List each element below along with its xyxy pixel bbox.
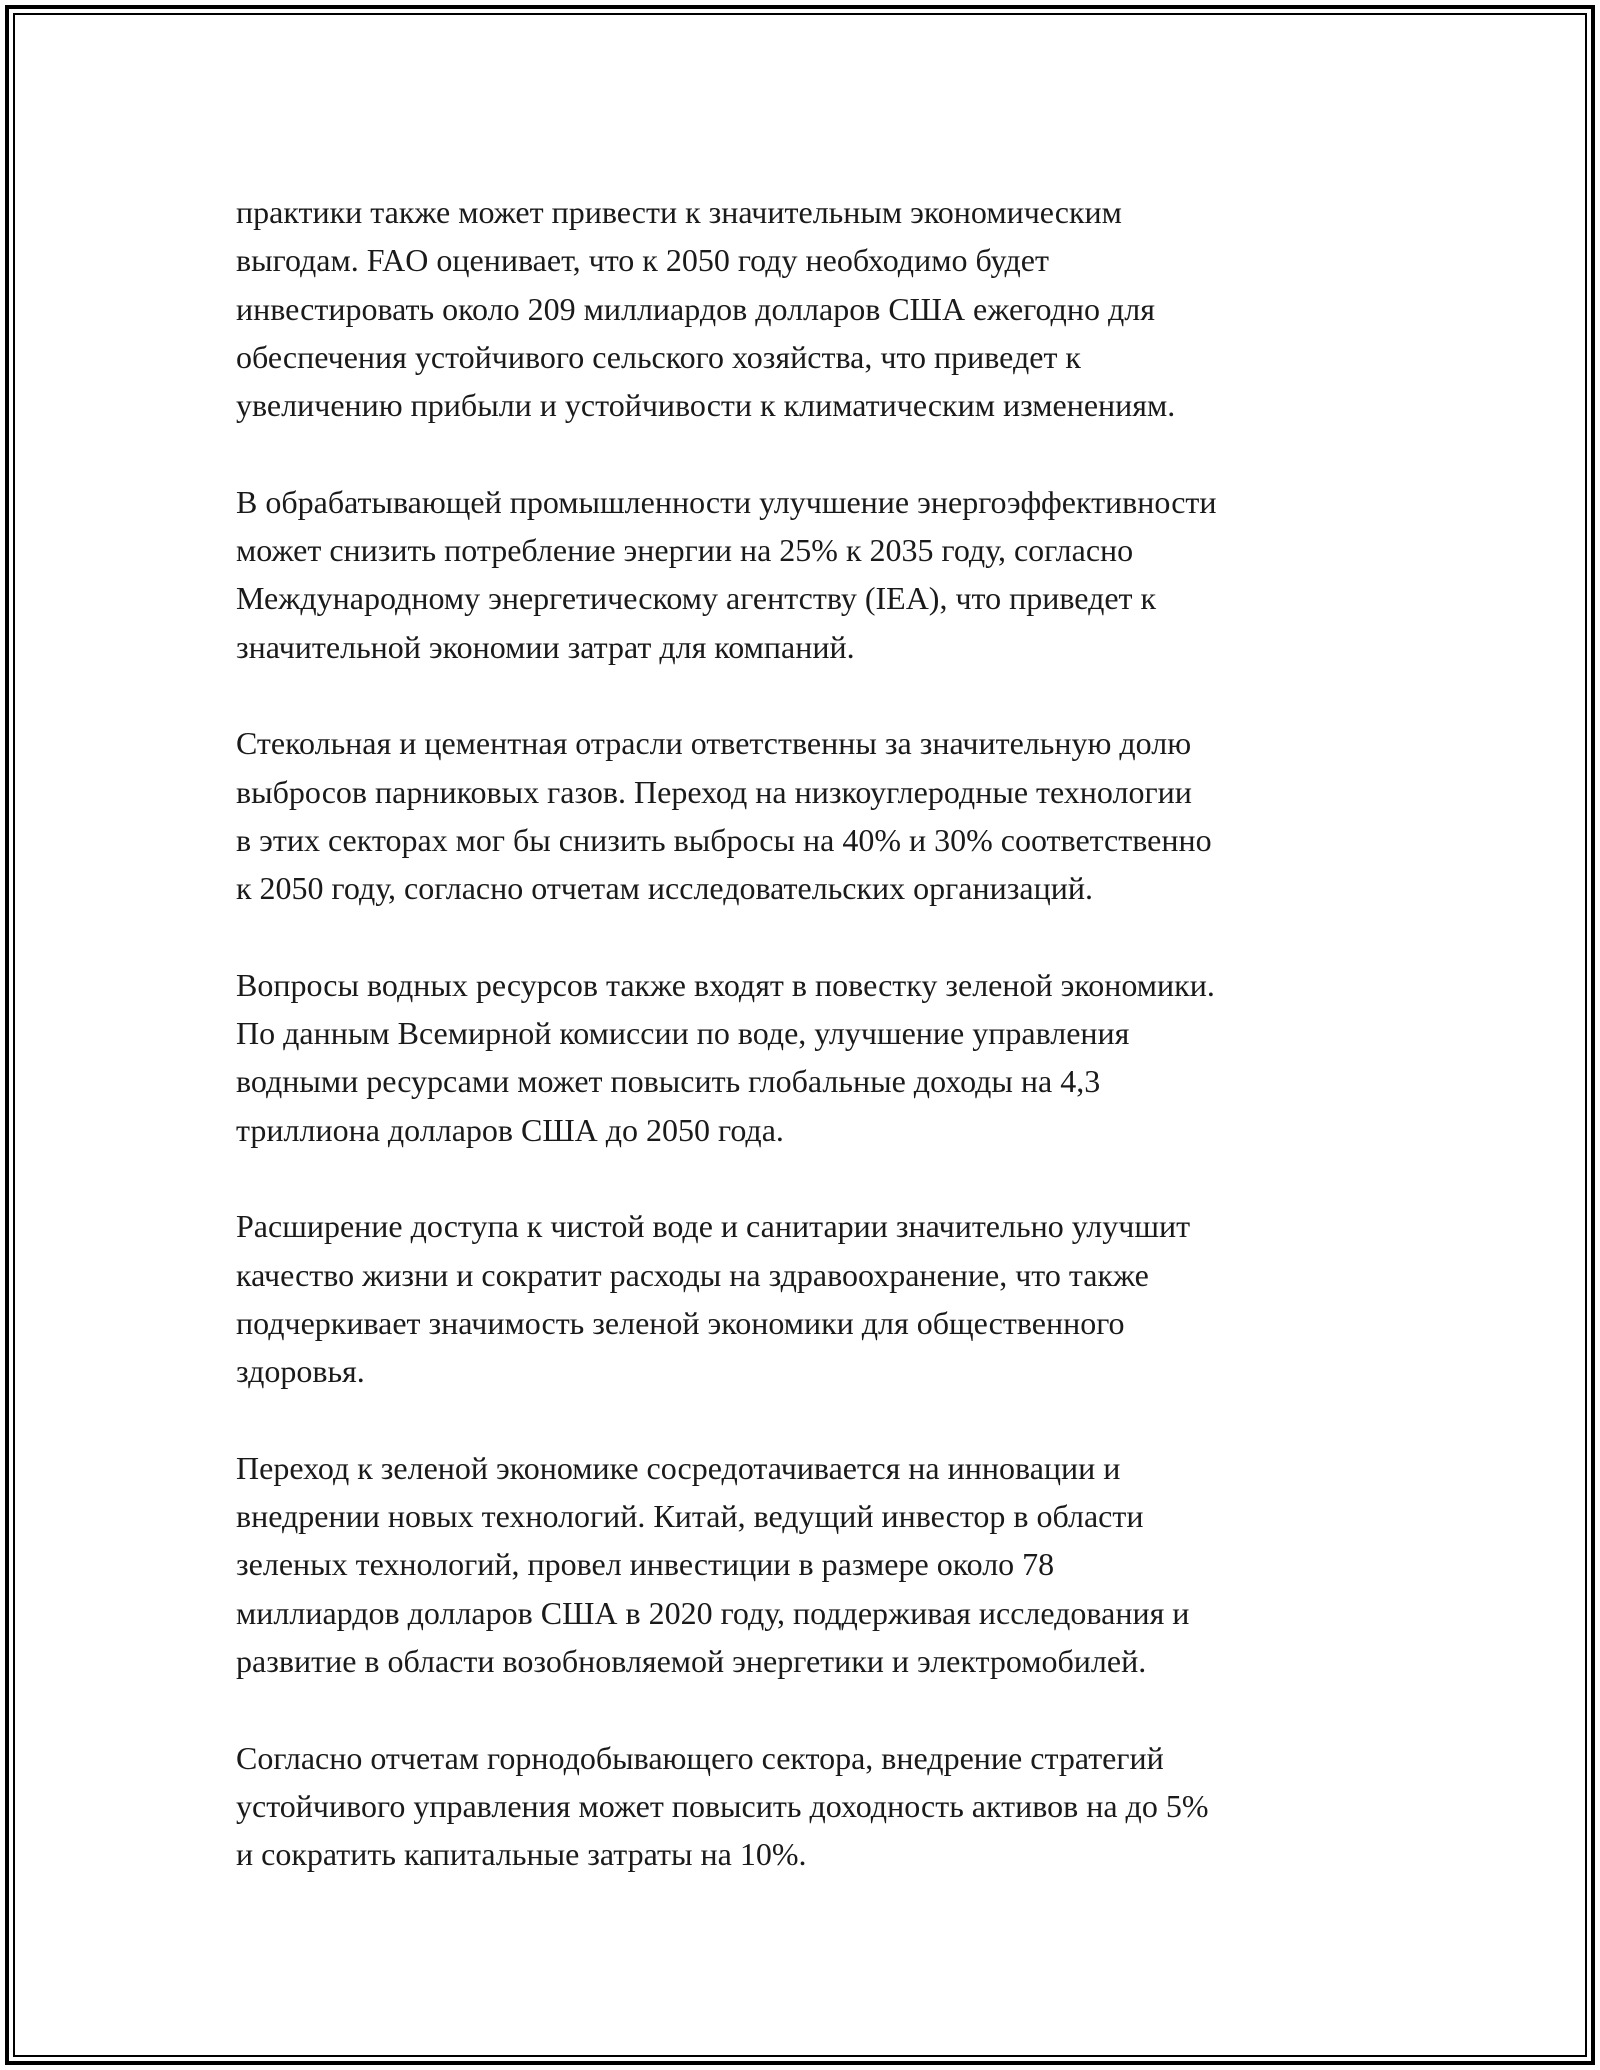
text-line: внедрении новых технологий. Китай, ведущий инвестор в области [236,1498,1144,1535]
paragraph-sanitation [236,1202,1376,1395]
text-line: значительной экономии затрат для компаний. [236,628,855,665]
text-line: качество жизни и сократит расходы на здравоохранение, что также [236,1256,1149,1293]
text-line: В обрабатывающей промышленности улучшение энергоэффективности [236,483,1217,520]
text-line: По данным Всемирной комиссии по воде, улучшение управления [236,1015,1130,1052]
text-line: Переход к зеленой экономике сосредотачивается на инновации и [236,1449,1121,1486]
paragraph-innovation [236,1444,1376,1685]
text-line: развитие в области возобновляемой энергетики и электромобилей. [236,1642,1147,1679]
text-line: к 2050 году, согласно отчетам исследовательских организаций. [236,870,1093,907]
paragraph-water-resources [236,961,1376,1154]
text-line: инвестировать около 209 миллиардов долларов США ежегодно для [236,290,1155,327]
text-line: в этих секторах мог бы снизить выбросы на 40% и 30% соответственно [236,821,1212,858]
text-line: триллиона долларов США до 2050 года. [236,1111,784,1148]
text-line: подчеркивает значимость зеленой экономики для общественного [236,1304,1125,1341]
text-line: практики также может привести к значительным экономическим [236,194,1122,230]
paragraph-mining [236,1734,1376,1879]
text-line: увеличению прибыли и устойчивости к климатическим изменениям. [236,387,1176,424]
text-line: зеленых технологий, провел инвестиции в размере около 78 [236,1546,1055,1583]
text-line: Согласно отчетам горнодобывающего сектора, внедрение стратегий [236,1739,1164,1776]
paragraph-manufacturing [236,478,1376,671]
paragraph-agriculture [236,188,1376,429]
text-line: выбросов парниковых газов. Переход на низкоуглеродные технологии [236,773,1192,810]
text-line: водными ресурсами может повысить глобальные доходы на 4,3 [236,1063,1101,1100]
text-line: Международному энергетическому агентству (IEA), что приведет к [236,580,1157,617]
text-line: устойчивого управления может повысить доходность активов на до 5% [236,1787,1209,1824]
text-line: может снизить потребление энергии на 25% к 2035 году, согласно [236,532,1134,569]
text-line: выгодам. FAO оценивает, что к 2050 году необходимо будет [236,242,1049,279]
text-line: Расширение доступа к чистой воде и санитарии значительно улучшит [236,1208,1191,1245]
document-body [236,188,1376,1927]
text-line: Вопросы водных ресурсов также входят в повестку зеленой экономики. [236,966,1215,1003]
text-line: здоровья. [236,1353,365,1390]
text-line: миллиардов долларов США в 2020 году, поддерживая исследования и [236,1594,1190,1631]
text-line: и сократить капитальные затраты на 10%. [236,1836,807,1873]
text-line: обеспечения устойчивого сельского хозяйства, что приведет к [236,338,1081,375]
text-line: Стекольная и цементная отрасли ответственны за значительную долю [236,725,1192,762]
paragraph-glass-cement [236,719,1376,912]
